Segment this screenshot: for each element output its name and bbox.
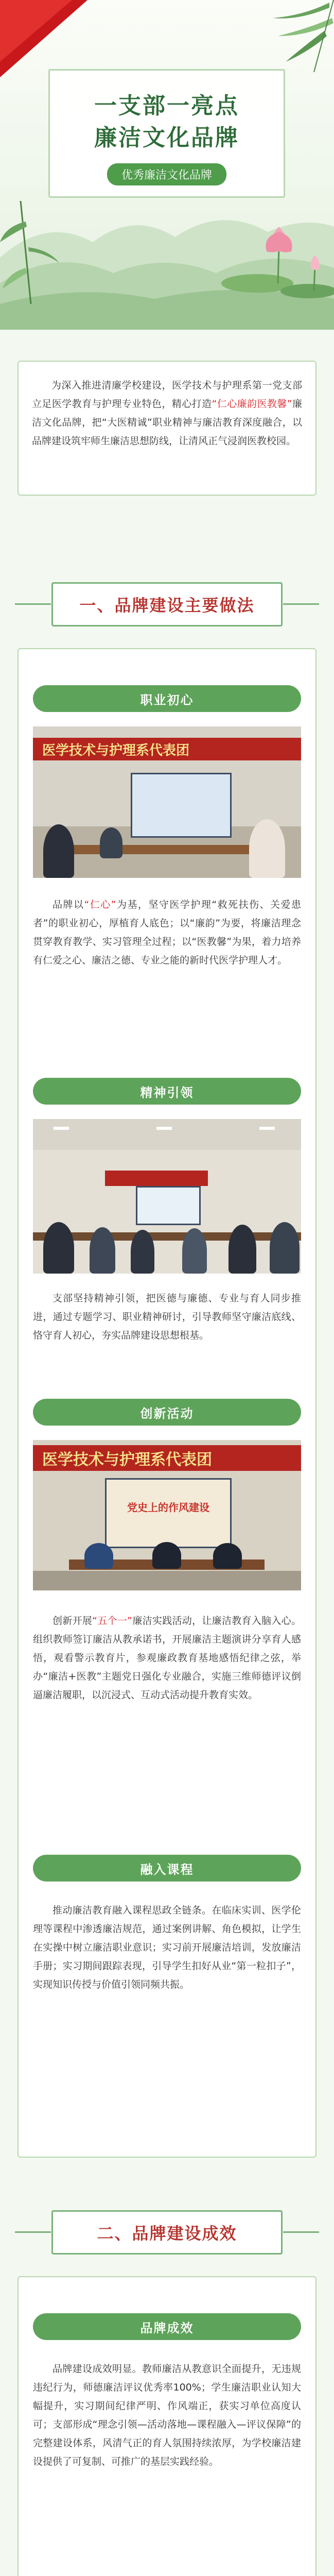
text-innovation-activities: 创新开展“五个一”廉洁实践活动，让廉洁教育入脑入心。组织教师签订廉洁从教承诺书，开展廉洁主题演讲分享育人感悟，观看警示教育片，参观廉政教育基地感悟纪律之弦，举办“廉洁+医教”主题党日强化专业融合，实施三维师德评议倒逼廉洁履职，以沉浸式、互动式活动提升教育实效。 — [33, 1615, 301, 1701]
intro-paragraph: 为深入推进清廉学校建设，医学技术与护理系第一党支部立足医学教育与护理专业特色，精心打造“仁心廉韵医教馨”廉洁文化品牌，把“大医精诚”职业精神与廉洁教育深度融合，以品牌建设筑牢师生廉洁思想防线，让清风正气浸润医教校园。 — [32, 380, 302, 447]
highlight-five-ones: “五个一” — [92, 1615, 133, 1626]
section1-title: 一、品牌建设主要做法 — [79, 596, 255, 615]
text-curriculum-integration: 推动廉洁教育融入课程思政全链条。在临床实训、医学伦理等课程中渗透廉洁规范，通过案例讲解、角色模拟，让学生在实操中树立廉洁职业意识；实习前开展廉洁培训，发放廉洁手册；实习期间跟踪表现，引导学生扣好从业“第一粒扣子”，实现知识传授与价值引领同频共振。 — [33, 1905, 301, 1990]
bamboo-leaf-icon — [242, 0, 334, 72]
text-career-aspiration: 品牌以“仁心”为基，坚守医学护理“救死扶伤、关爱患者”的职业初心，厚植育人底色；以“廉韵”为要，将廉洁理念贯穿教育教学、实习管理全过程；以“医教馨”为果，着力培养有仁爱之心、廉洁之德、专业之能的新时代医学护理人才。 — [33, 899, 301, 966]
intro-highlight: “仁心廉韵医教馨” — [212, 398, 292, 410]
page-title-line1: 一支部一亮点 — [94, 93, 239, 119]
pill-career-aspiration: 职业初心 — [33, 685, 301, 712]
page-title-line2: 廉洁文化品牌 — [94, 125, 239, 151]
photo-banner-text: 医学技术与护理系代表团 — [33, 738, 301, 760]
pill-curriculum-integration: 融入课程 — [33, 1855, 301, 1882]
photo-innovation-activities — [33, 1440, 301, 1590]
section1-heading — [51, 582, 283, 626]
red-corner-decoration-inner — [0, 0, 72, 62]
text-brand-results: 品牌建设成效明显。教师廉洁从教意识全面提升，无违规违纪行为，师德廉洁评议优秀率100%；学生廉洁职业认知大幅提升，实习期间纪律严明、作风端正，获实习单位高度认可；支部形成“理念引领—活动落地—课程融入—评议保障”的完整建设体系，风清气正的育人氛围持续浓厚，为学校廉洁建设提供了可复制、可推广的基层实践经验。 — [33, 2363, 301, 2467]
highlight-renxin: “仁心” — [84, 899, 116, 910]
photo-career-aspiration — [33, 726, 301, 878]
title-box — [48, 69, 285, 198]
lotus-icon — [221, 206, 334, 309]
pill-brand-results: 品牌成效 — [33, 2313, 301, 2340]
title-tag: 优秀廉洁文化品牌 — [107, 163, 226, 185]
section2-title: 二、品牌建设成效 — [97, 2224, 237, 2243]
header-banner — [0, 0, 334, 330]
photo-banner-text: 医学技术与护理系代表团 — [33, 1445, 301, 1471]
photo-spiritual-guidance — [33, 1119, 301, 1274]
section2-heading — [51, 2210, 283, 2255]
pill-spiritual-guidance: 精神引领 — [33, 1078, 301, 1105]
text-spiritual-guidance: 支部坚持精神引领，把医德与廉德、专业与育人同步推进，通过专题学习、职业精神研讨，引导教师坚守廉洁底线、恪守育人初心，夯实品牌建设思想根基。 — [33, 1293, 301, 1341]
bamboo-leaf-icon — [0, 201, 62, 304]
pill-innovation-activities: 创新活动 — [33, 1399, 301, 1426]
screen-title: 党史上的作风建设 — [127, 1501, 209, 1514]
intro-card — [17, 361, 317, 496]
